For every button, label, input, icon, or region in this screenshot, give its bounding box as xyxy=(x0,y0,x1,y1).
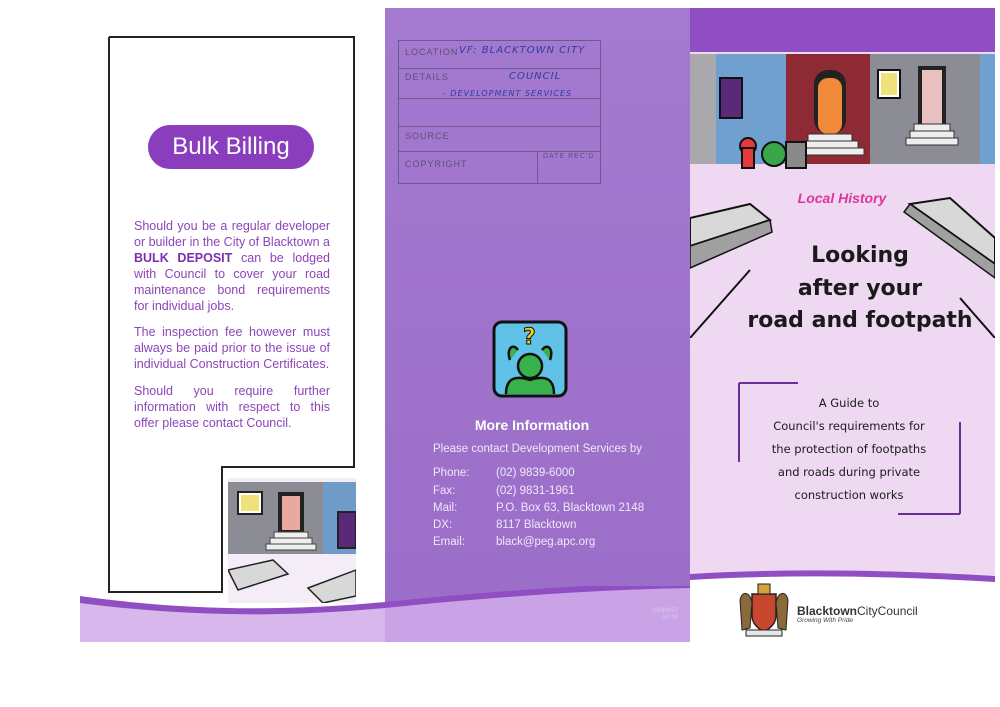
cover-title-line-1: Looking xyxy=(811,243,909,268)
handwriting-line-3: - DEVELOPMENT SERVICES xyxy=(443,89,573,98)
handwriting-line-2: COUNCIL xyxy=(509,71,562,82)
stamp-label-source: SOURCE xyxy=(405,131,450,141)
bulk-deposit-paragraph: Should you be a regular developer or builder in the City of Blacktown a BULK DEPOSIT can be lodged with Council to cover your road maintenance bond requirements for individual jobs. xyxy=(134,219,331,313)
fax-label: Fax: xyxy=(433,485,456,497)
wave-band-left xyxy=(80,586,385,642)
guide-line-3: the protection of footpaths xyxy=(771,442,927,456)
mail-label: Mail: xyxy=(433,502,458,514)
svg-text:?: ? xyxy=(523,325,536,350)
phone-value: (02) 9839-6000 xyxy=(496,467,575,479)
library-stamp xyxy=(398,40,601,184)
stamp-label-copyright: COPYRIGHT xyxy=(405,159,468,169)
stamp-label-date: DATE REC'D xyxy=(543,153,595,160)
mail-value: P.O. Box 63, Blacktown 2148 xyxy=(496,502,645,514)
coat-of-arms-icon xyxy=(736,580,792,638)
inspection-fee-paragraph: The inspection fee however must always be paid prior to the issue of individual Construction Certificates. xyxy=(134,325,330,371)
cover-title-line-2: after your xyxy=(797,276,923,301)
fax-value: (02) 9831-1961 xyxy=(496,485,575,497)
bulk-billing-badge: Bulk Billing xyxy=(148,125,314,169)
wave-band-middle xyxy=(385,586,690,642)
dx-label: DX: xyxy=(433,519,453,531)
bulk-deposit-term: BULK DEPOSIT xyxy=(134,251,233,265)
more-information-heading: More Information xyxy=(474,417,590,433)
council-name: BlacktownCityCouncil xyxy=(797,604,918,618)
cover-title-line-3: road and footpath xyxy=(747,308,973,333)
question-person-icon xyxy=(492,320,568,398)
street-illustration-small xyxy=(228,478,356,603)
council-tagline: Growing With Pride xyxy=(797,617,853,624)
guide-line-1: A Guide to xyxy=(818,396,880,410)
dx-value: 8117 Blacktown xyxy=(496,519,577,531)
stamp-label-details: DETAILS xyxy=(405,72,449,82)
guide-line-2: Council's requirements for xyxy=(773,419,925,433)
further-info-paragraph: Should you require further information with respect to this offer please contact Council. xyxy=(134,384,330,430)
guide-line-5: construction works xyxy=(794,488,904,502)
email-label: Email: xyxy=(433,536,465,548)
contact-intro: Please contact Development Services by xyxy=(432,443,643,455)
stamp-label-location: LOCATION xyxy=(405,47,459,57)
handwriting-line-1: VF: BLACKTOWN CITY xyxy=(459,45,586,56)
print-code: GBB8052 Jul '99 xyxy=(651,608,678,621)
local-history-tag: Local History xyxy=(797,190,887,206)
guide-line-4: and roads during private xyxy=(777,465,921,479)
email-value: black@peg.apc.org xyxy=(496,536,596,548)
phone-label: Phone: xyxy=(433,467,470,479)
